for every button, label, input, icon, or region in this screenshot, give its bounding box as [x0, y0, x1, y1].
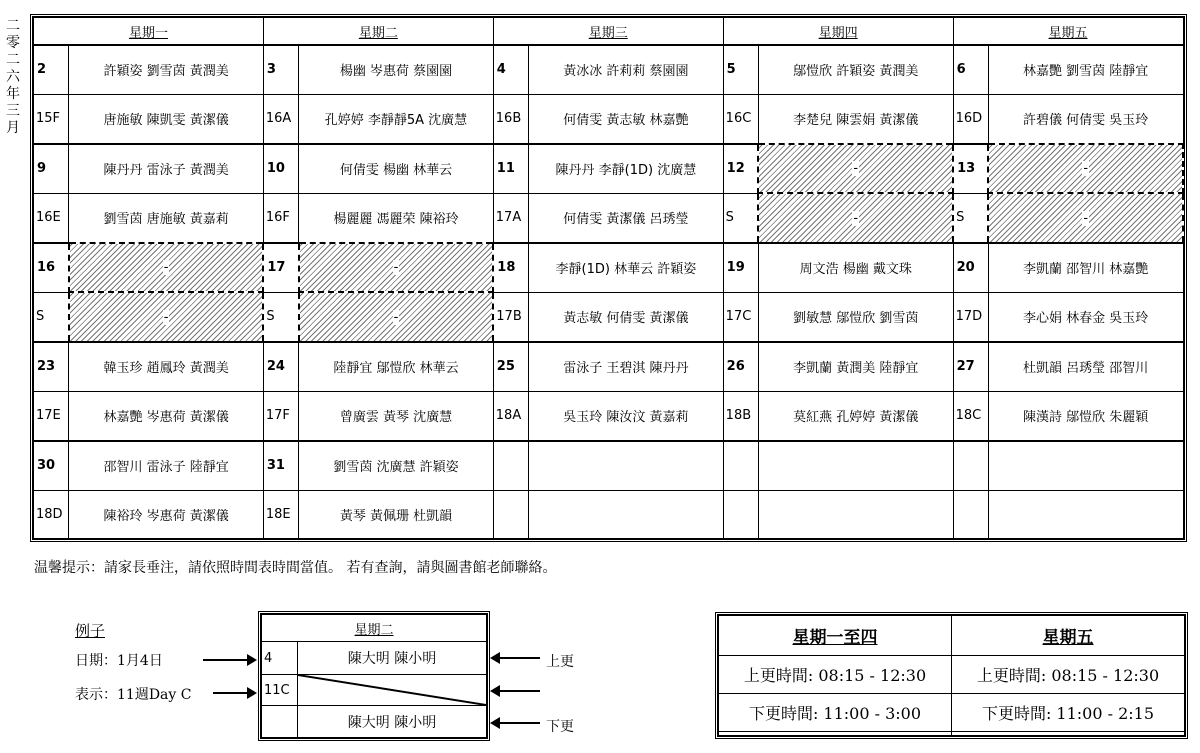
upper-shift-label: 上更 — [546, 654, 574, 670]
lower-shift-names: 何倩雯 黃潔儀 呂琇瑩 — [529, 193, 724, 242]
holiday-dash: - — [853, 161, 859, 177]
upper-shift-names: 許穎姿 劉雪茵 黃潤美 — [69, 45, 264, 94]
week-code: 16E — [34, 193, 69, 242]
duty-calendar — [30, 14, 1187, 542]
times-blank — [952, 731, 1185, 735]
times-upper-mon-thu: 上更時間: 08:15 - 12:30 — [719, 656, 952, 694]
times-header-mon-thu: 星期一至四 — [719, 616, 952, 656]
lower-shift-names: 楊麗麗 馮麗荣 陳裕玲 — [299, 193, 494, 242]
day-number: 25 — [493, 342, 528, 391]
upper-shift-names: 鄔愷欣 許穎姿 黃潤美 — [758, 45, 953, 94]
upper-shift-names — [299, 243, 494, 292]
example-code: 11C — [262, 675, 298, 706]
times-header-fri: 星期五 — [952, 616, 1185, 656]
side-title-char: 月 — [6, 120, 20, 136]
lower-shift-names: 曾廣雲 黃琴 沈廣慧 — [299, 391, 494, 440]
upper-shift-names: 李靜(1D) 林華云 許穎姿 — [529, 243, 724, 292]
week-code: S — [953, 193, 988, 242]
day-number: 30 — [34, 441, 69, 490]
upper-shift-names: 杜凱韻 呂琇瑩 邵智川 — [988, 342, 1183, 391]
upper-shift-names — [988, 144, 1183, 193]
week-code: 18D — [34, 490, 69, 538]
upper-shift-names — [758, 441, 953, 490]
lower-shift-names — [529, 490, 724, 538]
day-number: 5 — [723, 45, 758, 94]
date-arrow — [203, 659, 255, 661]
calendar-grid — [33, 17, 1184, 539]
day-number — [723, 441, 758, 490]
lower-shift-names — [69, 292, 264, 341]
day-number: 26 — [723, 342, 758, 391]
times-lower-mon-thu: 下更時間: 11:00 - 3:00 — [719, 694, 952, 732]
upper-shift-names — [758, 144, 953, 193]
day-number: 9 — [34, 144, 69, 193]
upper-shift-names: 雷泳子 王碧淇 陳丹丹 — [529, 342, 724, 391]
lower-shift-names: 林嘉艷 岑惠荷 黃潔儀 — [69, 391, 264, 440]
day-number: 27 — [953, 342, 988, 391]
example-names-bottom: 陳大明 陳小明 — [298, 706, 487, 738]
lower-shift-names: 黃志敏 何倩雯 黃潔儀 — [529, 292, 724, 341]
lower-shift-names: 黃琴 黃佩珊 杜凱韻 — [299, 490, 494, 538]
day-number: 10 — [263, 144, 298, 193]
upper-shift-names: 陳丹丹 雷泳子 黃潤美 — [69, 144, 264, 193]
example-weekday: 星期二 — [262, 615, 487, 642]
holiday-dash: - — [1083, 161, 1089, 177]
upper-shift-names — [988, 441, 1183, 490]
lower-shift-names — [988, 193, 1183, 242]
day-number: 13 — [953, 144, 988, 193]
example-represent-text: 表示：11週Day C — [75, 687, 192, 703]
example-date-text: 日期：1月4日 — [75, 653, 163, 669]
day-number: 18 — [493, 243, 528, 292]
lower-shift-names: 李楚兒 陳雲娟 黃潔儀 — [758, 94, 953, 143]
holiday-dash: - — [393, 260, 399, 276]
day-number: 24 — [263, 342, 298, 391]
lower-shift-names: 劉雪茵 唐施敏 黃嘉莉 — [69, 193, 264, 242]
week-code: 18A — [493, 391, 528, 440]
week-code: 18E — [263, 490, 298, 538]
upper-shift-names: 劉雪茵 沈廣慧 許穎姿 — [299, 441, 494, 490]
week-code: 18C — [953, 391, 988, 440]
week-code: 17E — [34, 391, 69, 440]
lower-shift-label: 下更 — [546, 719, 574, 735]
day-number: 16 — [34, 243, 69, 292]
weekday-header: 星期三 — [493, 18, 723, 46]
example-cell — [258, 611, 490, 741]
holiday-dash: - — [1083, 210, 1089, 226]
example-label: 例子 — [75, 622, 106, 640]
month-title-vertical — [6, 18, 20, 137]
side-title-char: 年 — [6, 86, 20, 102]
week-code: 17B — [493, 292, 528, 341]
day-number: 4 — [493, 45, 528, 94]
week-code: 16D — [953, 94, 988, 143]
upper-shift-names — [529, 441, 724, 490]
side-title-char: 二 — [6, 18, 20, 34]
week-code: S — [34, 292, 69, 341]
weekday-header: 星期一 — [34, 18, 264, 46]
weekday-header: 星期二 — [263, 18, 493, 46]
example-diagonal-line — [298, 675, 486, 705]
upper-shift-names: 陸靜宜 鄔愷欣 林華云 — [299, 342, 494, 391]
upper-shift-names: 黃冰冰 許莉莉 蔡園園 — [529, 45, 724, 94]
upper-shift-names: 李凱蘭 黃潤美 陸靜宜 — [758, 342, 953, 391]
upper-shift-names: 陳丹丹 李靜(1D) 沈廣慧 — [529, 144, 724, 193]
day-number: 6 — [953, 45, 988, 94]
shift-times-table — [715, 612, 1188, 739]
week-code: 18B — [723, 391, 758, 440]
day-number — [493, 441, 528, 490]
upper-shift-names: 周文浩 楊幽 戴文珠 — [758, 243, 953, 292]
lower-shift-names — [758, 490, 953, 538]
example-divider-cell — [298, 675, 487, 706]
day-number: 2 — [34, 45, 69, 94]
times-blank — [719, 731, 952, 735]
holiday-dash: - — [163, 260, 169, 276]
lower-shift-names: 劉敏慧 鄔愷欣 劉雪茵 — [758, 292, 953, 341]
lower-shift-names — [758, 193, 953, 242]
holiday-dash: - — [393, 309, 399, 325]
week-code — [723, 490, 758, 538]
notice-text: 温馨提示：請家長垂注，請依照時間表時間當值。 若有查詢，請與圖書館老師聯絡。 — [34, 560, 557, 576]
week-code: 17C — [723, 292, 758, 341]
upper-shift-names: 楊幽 岑惠荷 蔡園園 — [299, 45, 494, 94]
lower-shift-names: 許碧儀 何倩雯 吳玉玲 — [988, 94, 1183, 143]
example-day: 4 — [262, 642, 298, 675]
lower-shift-names: 陳裕玲 岑惠荷 黃潔儀 — [69, 490, 264, 538]
side-title-char: 三 — [6, 103, 20, 119]
holiday-dash: - — [163, 309, 169, 325]
lower-shift-names: 孔婷婷 李靜靜5A 沈廣慧 — [299, 94, 494, 143]
day-number: 31 — [263, 441, 298, 490]
side-title-char: 零 — [6, 35, 20, 51]
side-title-char: 六 — [6, 69, 20, 85]
upper-shift-names — [69, 243, 264, 292]
lower-shift-names: 莫紅燕 孔婷婷 黃潔儀 — [758, 391, 953, 440]
week-code: S — [723, 193, 758, 242]
day-number: 17 — [263, 243, 298, 292]
lower-shift-names: 唐施敏 陳凱雯 黃潔儀 — [69, 94, 264, 143]
day-number — [953, 441, 988, 490]
lower-shift-names: 李心娟 林春金 吳玉玲 — [988, 292, 1183, 341]
side-title-char: 二 — [6, 52, 20, 68]
day-number: 23 — [34, 342, 69, 391]
week-code: 15F — [34, 94, 69, 143]
upper-shift-names: 何倩雯 楊幽 林華云 — [299, 144, 494, 193]
lower-shift-names: 何倩雯 黃志敏 林嘉艷 — [529, 94, 724, 143]
upper-shift-names: 林嘉艷 劉雪茵 陸靜宜 — [988, 45, 1183, 94]
lower-shift-names: 吳玉玲 陳汝汶 黃嘉莉 — [529, 391, 724, 440]
lower-arrow — [492, 722, 540, 724]
day-number: 20 — [953, 243, 988, 292]
upper-shift-names: 李凱蘭 邵智川 林嘉艷 — [988, 243, 1183, 292]
week-code: 16F — [263, 193, 298, 242]
example-names-top: 陳大明 陳小明 — [298, 642, 487, 675]
day-number: 19 — [723, 243, 758, 292]
weekday-header: 星期四 — [723, 18, 953, 46]
holiday-dash: - — [853, 210, 859, 226]
lower-shift-names: 陳漢詩 鄔愷欣 朱麗穎 — [988, 391, 1183, 440]
week-code: 17F — [263, 391, 298, 440]
times-lower-fri: 下更時間: 11:00 - 2:15 — [952, 694, 1185, 732]
day-number: 3 — [263, 45, 298, 94]
week-code: 16A — [263, 94, 298, 143]
upper-shift-names: 邵智川 雷泳子 陸靜宜 — [69, 441, 264, 490]
upper-arrow — [492, 657, 540, 659]
week-code — [493, 490, 528, 538]
week-code: 17D — [953, 292, 988, 341]
week-code: 17A — [493, 193, 528, 242]
week-code — [953, 490, 988, 538]
times-upper-fri: 上更時間: 08:15 - 12:30 — [952, 656, 1185, 694]
represent-arrow — [213, 692, 255, 694]
weekday-header: 星期五 — [953, 18, 1183, 46]
day-number: 11 — [493, 144, 528, 193]
week-code: S — [263, 292, 298, 341]
day-number: 12 — [723, 144, 758, 193]
middle-arrow — [492, 690, 540, 692]
lower-shift-names — [988, 490, 1183, 538]
example-blank — [262, 706, 298, 738]
upper-shift-names: 韓玉珍 趙鳳玲 黃潤美 — [69, 342, 264, 391]
lower-shift-names — [299, 292, 494, 341]
week-code: 16C — [723, 94, 758, 143]
week-code: 16B — [493, 94, 528, 143]
